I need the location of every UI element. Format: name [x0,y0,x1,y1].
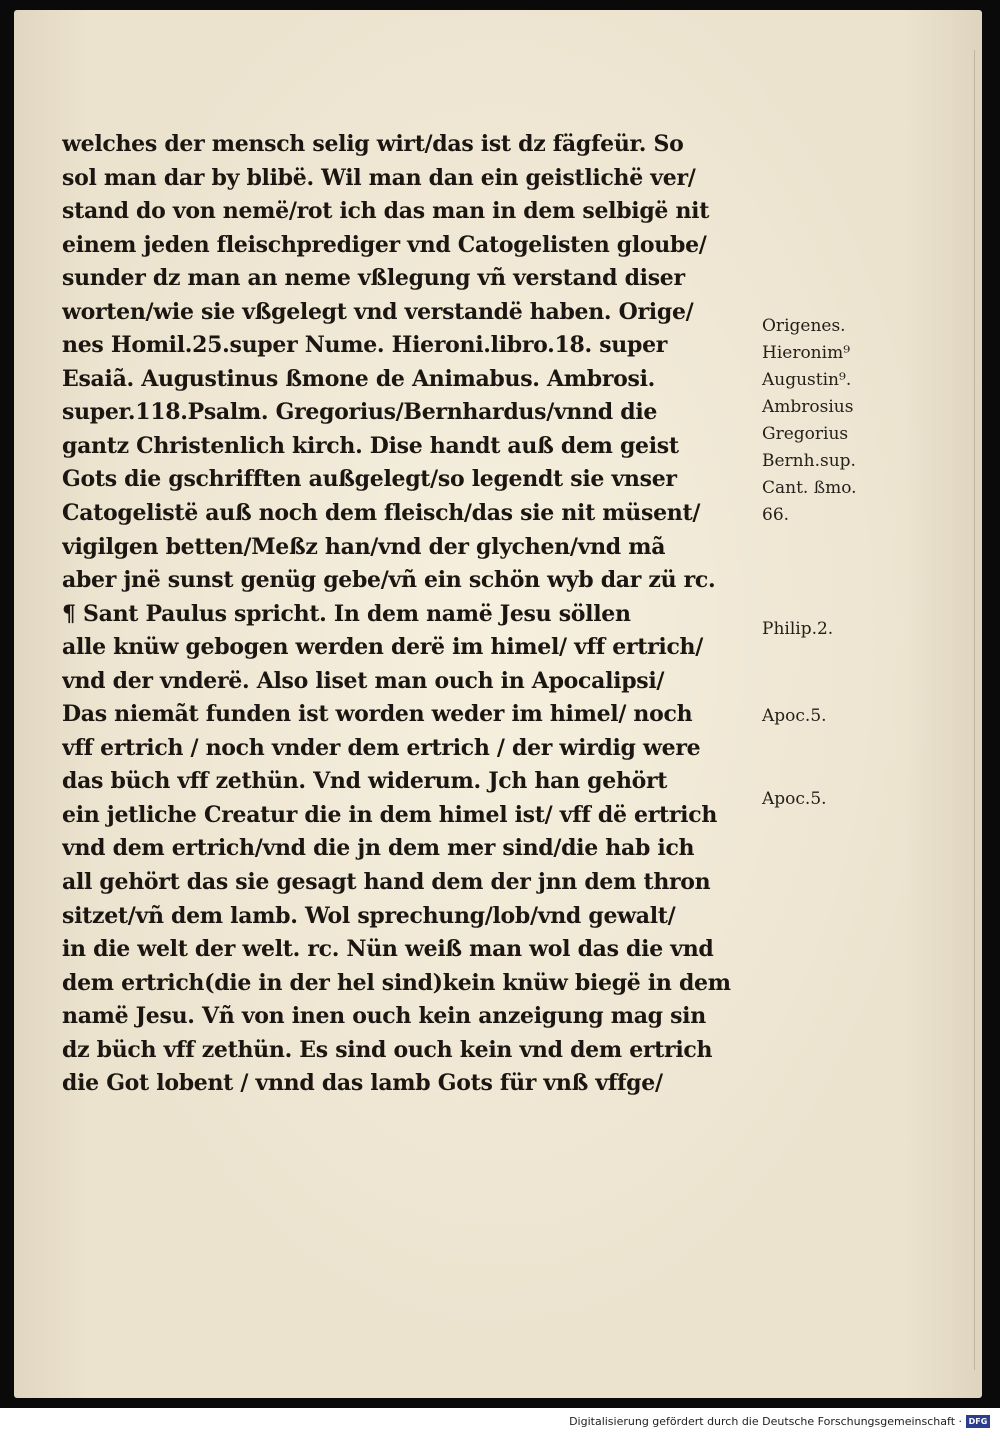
margin-note-hieronimus: Hieronim⁹ [762,343,851,363]
text-line: alle knüw gebogen werden derë im himel/ vff ertrich/ [62,634,703,661]
text-line: welches der mensch selig wirt/das ist dz fägfeür. So [62,131,684,157]
text-line: super.118.Psalm. Gregorius/Bernhardus/vnnd die [62,399,658,426]
funding-credit: Digitalisierung gefördert durch die Deutsche Forschungsgemeinschaft · [569,1415,962,1428]
page-edge [974,50,985,1370]
text-line: stand do von nemë/rot ich das man in dem selbigë nit [62,198,710,225]
margin-note-gregorius: Gregorius [762,424,849,444]
text-line: das büch vff zethün. Vnd widerum. Jch han gehört [62,768,668,795]
text-line: vigilgen betten/Meßz han/vnd der glychen/vnd mã [62,533,666,560]
text-line: sitzet/vñ dem lamb. Wol sprechung/lob/vnd gewalt/ [62,902,676,929]
text-line: vnd dem ertrich/vnd die jn dem mer sind/die hab ich [62,835,695,862]
text-line: Catogelistë auß noch dem fleisch/das sie nit müsent/ [62,500,701,527]
margin-note-cant-sermo: Cant. ßmo. [762,478,857,498]
text-line: dem ertrich(die in der hel sind)kein knüw biegë in dem [62,969,731,996]
text-line: namë Jesu. Vñ von inen ouch kein anzeigung mag sin [62,1003,706,1030]
text-line: gantz Christenlich kirch. Dise handt auß dem geist [62,432,679,459]
margin-note-apoc-1: Apoc.5. [762,706,827,726]
book-page [14,10,982,1398]
text-line: vff ertrich / noch vnder dem ertrich / der wirdig were [62,734,701,761]
text-line: Gots die gschrifften außgelegt/so legendt sie vnser [62,466,677,493]
text-line: sol man dar by blibë. Wil man dan ein geistlichë ver/ [62,164,696,191]
text-line: Das niemãt funden ist worden weder im himel/ noch [62,701,693,728]
text-line: die Got lobent / vnnd das lamb Gots für vnß vffge/ [62,1070,663,1097]
text-line: all gehört das sie gesagt hand dem der jnn dem thron [62,869,711,896]
main-text-block [62,128,762,1101]
margin-note-ambrosius: Ambrosius [762,397,854,417]
text-line: ein jetliche Creatur die in dem himel ist/ vff dë ertrich [62,801,718,828]
text-line: Esaiã. Augustinus ßmone de Animabus. Ambrosi. [62,365,656,392]
text-line: in die welt der welt. rc. Nün weiß man wol das die vnd [62,936,714,963]
margin-note-origenes: Origenes. [762,316,846,336]
text-line: ¶ Sant Paulus spricht. In dem namë Jesu söllen [62,600,631,627]
margin-note-bernhardus: Bernh.sup. [762,451,856,471]
margin-note-66: 66. [762,505,790,525]
margin-note-apoc-2: Apoc.5. [762,789,827,809]
dfg-logo: DFG [966,1415,990,1428]
margin-note-philip: Philip.2. [762,619,834,639]
text-line: worten/wie sie vßgelegt vnd verstandë haben. Orige/ [62,298,694,325]
text-line: nes Homil.25.super Nume. Hieroni.libro.18. super [62,332,668,359]
margin-note-augustinus: Augustin⁹. [762,370,852,390]
text-line: vnd der vnderë. Also liset man ouch in Apocalipsi/ [62,667,665,694]
text-line: einem jeden fleischprediger vnd Catogelisten gloube/ [62,231,707,258]
text-line: sunder dz man an neme vßlegung vñ verstand diser [62,265,685,292]
text-line: dz büch vff zethün. Es sind ouch kein vnd dem ertrich [62,1036,713,1063]
text-line: aber jnë sunst genüg gebe/vñ ein schön wyb dar zü rc. [62,567,716,594]
footer-bar [0,1408,1000,1436]
margin-notes [762,10,972,1398]
